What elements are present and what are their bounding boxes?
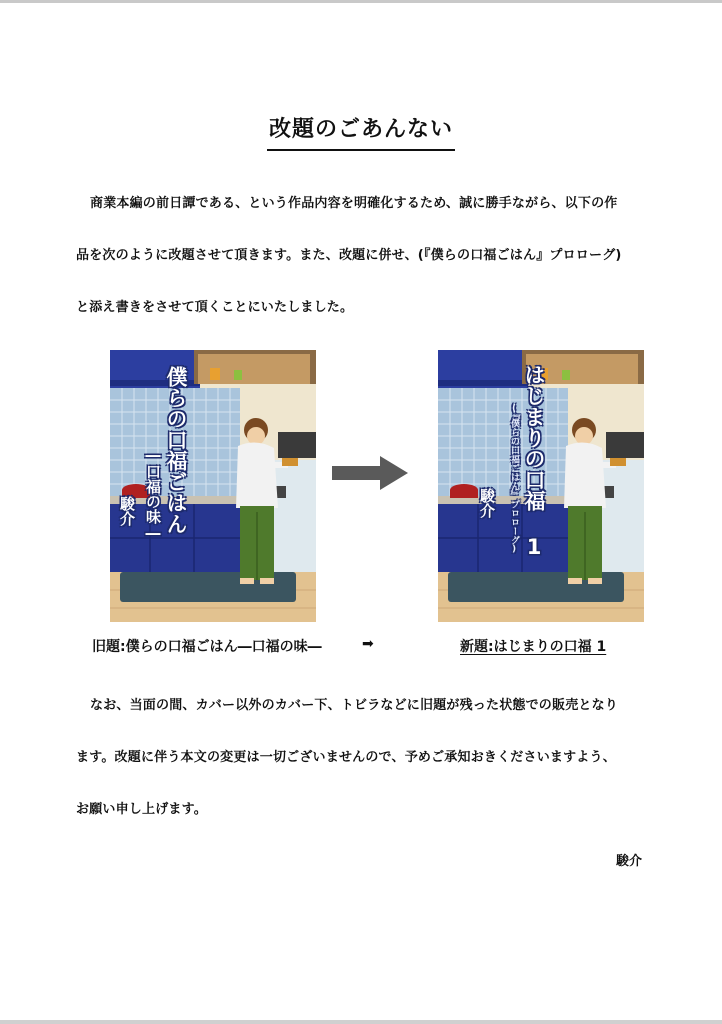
old-cover-image: [110, 350, 316, 622]
old-cover-author: 駿介: [118, 496, 136, 526]
old-cover-subtitle: ―口福の味―: [144, 446, 162, 542]
intro-paragraph: [76, 178, 656, 334]
note-line: お願い申し上げます。: [76, 802, 207, 817]
intro-line: と添え書きをさせて頂くことにいたしました。: [76, 300, 354, 315]
new-cover-author: 駿介: [478, 488, 496, 518]
page-top-border: [0, 0, 722, 3]
new-title-caption: 新題:はじまりの口福 1: [460, 639, 607, 655]
new-cover-title: はじまりの口福 1: [522, 364, 546, 559]
note-line: なお、当面の間、カバー以外のカバー下、トビラなどに旧題が残った状態での販売となり: [90, 698, 619, 713]
intro-line: 商業本編の前日譚である、という作品内容を明確化するため、誠に勝手ながら、以下の作: [90, 196, 618, 211]
document-title: 改題のごあんない: [267, 112, 455, 151]
old-title-caption: 旧題:僕らの口福ごはん―口福の味―: [92, 639, 322, 655]
page-bottom-border: [0, 1020, 722, 1024]
note-paragraph: [76, 680, 656, 836]
note-line: ます。改題に伴う本文の変更は一切ございませんので、予めご承知おきくださいますよう、: [76, 750, 616, 765]
intro-line: 品を次のように改題させて頂きます。また、改題に併せ、(『僕らの口福ごはん』プロローグ): [76, 248, 622, 263]
kitchen-illustration: [110, 350, 316, 622]
black-right-arrow-icon: ➡: [362, 636, 374, 652]
old-cover-title: 僕らの口福ごはん: [164, 366, 188, 534]
document-title-block: [0, 112, 722, 151]
new-cover-image: [438, 350, 644, 622]
new-cover-subtitle: (『僕らの口福ごはん』プロローグ): [509, 404, 519, 555]
right-arrow-icon: [332, 456, 408, 490]
signature: 駿介: [616, 854, 643, 869]
